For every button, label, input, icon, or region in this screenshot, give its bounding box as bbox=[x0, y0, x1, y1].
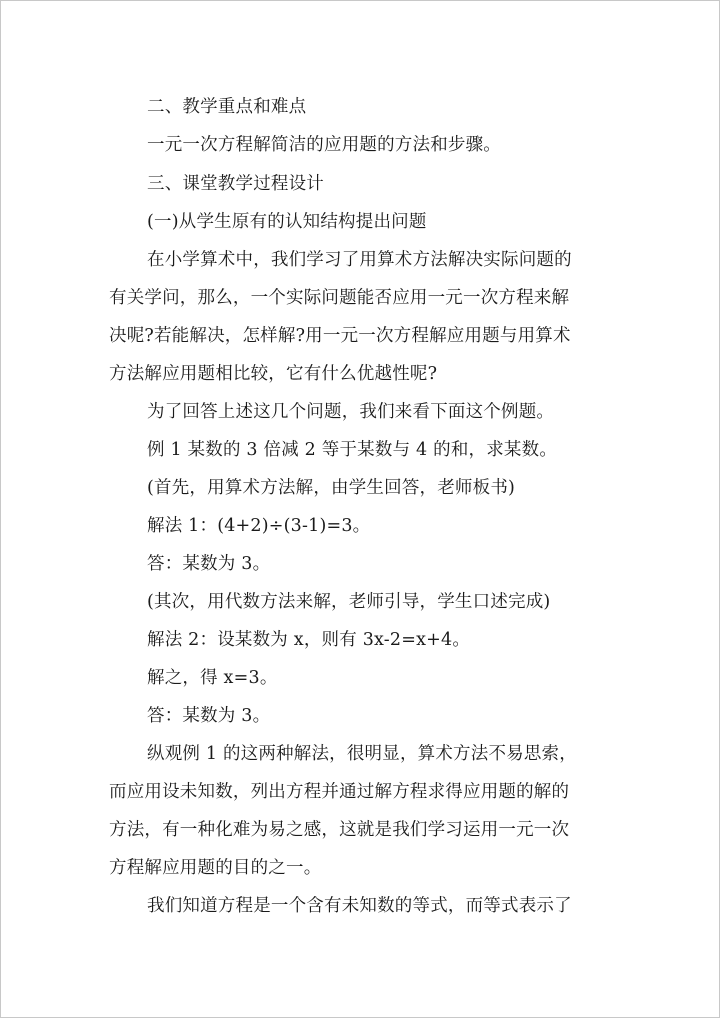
section-heading: 二、教学重点和难点 bbox=[147, 97, 307, 117]
paragraph-line: 方法，有一种化难为易之感，这就是我们学习运用一元一次 bbox=[109, 820, 570, 840]
solution-line: 解法 1：(4+2)÷(3-1)=3。 bbox=[147, 516, 371, 536]
paragraph-line: 在小学算术中，我们学习了用算术方法解决实际问题的 bbox=[147, 250, 572, 270]
example-title: 例 1 某数的 3 倍减 2 等于某数与 4 的和，求某数。 bbox=[147, 440, 558, 460]
answer-line: 答：某数为 3。 bbox=[147, 554, 271, 574]
subsection-heading: (一)从学生原有的认知结构提出问题 bbox=[147, 212, 427, 232]
paragraph-line: 纵观例 1 的这两种解法，很明显，算术方法不易思索， bbox=[147, 744, 577, 764]
paragraph-line: 而应用设未知数，列出方程并通过解方程求得应用题的解的 bbox=[109, 782, 570, 802]
paragraph-line: 为了回答上述这几个问题，我们来看下面这个例题。 bbox=[147, 402, 555, 422]
answer-line: 答：某数为 3。 bbox=[147, 706, 271, 726]
paragraph-line: 有关学问，那么，一个实际问题能否应用一元一次方程来解 bbox=[109, 288, 570, 308]
paragraph-line: 一元一次方程解简洁的应用题的方法和步骤。 bbox=[147, 135, 501, 155]
paragraph-line: (首先，用算术方法解，由学生回答，老师板书) bbox=[147, 478, 516, 498]
section-heading: 三、课堂教学过程设计 bbox=[147, 174, 324, 194]
paragraph-line: 方程解应用题的目的之一。 bbox=[109, 858, 322, 878]
paragraph-line: 方法解应用题相比较，它有什么优越性呢? bbox=[109, 364, 438, 384]
solution-line: 解之，得 x=3。 bbox=[147, 668, 278, 688]
paragraph-line: 决呢?若能解决，怎样解?用一元一次方程解应用题与用算术 bbox=[109, 326, 571, 346]
solution-line: 解法 2：设某数为 x，则有 3x-2=x+4。 bbox=[147, 630, 471, 650]
paragraph-line: (其次，用代数方法来解，老师引导，学生口述完成) bbox=[147, 592, 551, 612]
paragraph-line: 我们知道方程是一个含有未知数的等式，而等式表示了 bbox=[147, 896, 572, 916]
